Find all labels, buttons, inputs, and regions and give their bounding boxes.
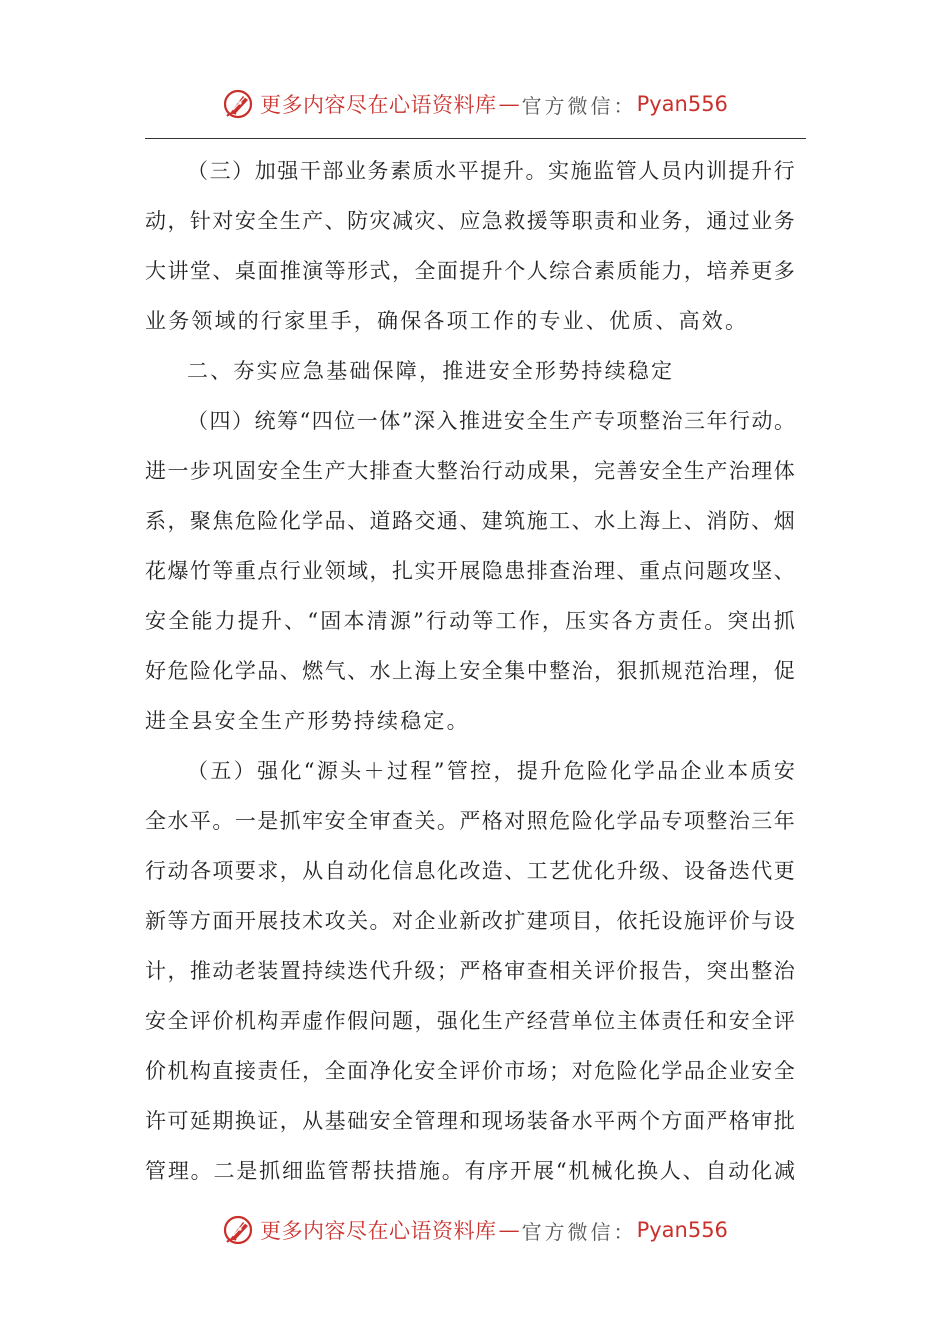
- text-line: 进 一 步 巩 固 安 全 生 产 大 排 查 大 整 治 行 动 成 果 ， 完 善 安 全 生 产 治 理 体: [145, 459, 795, 483]
- text-line: （ 五 ） 强 化 “ 源 头 ＋ 过 程 ” 管 控 ， 提 升 危 险 化 学 品 企 业 本 质 安: [187, 759, 795, 783]
- text-line: 安 全 评 价 机 构 弄 虚 作 假 问 题 ， 强 化 生 产 经 营 单 位 主 体 责 任 和 安 全 评: [145, 1009, 795, 1033]
- watermark-separator: —: [498, 1218, 520, 1242]
- text-line-content: 二、夯实应急基础保障，推进安全形势持续稳定: [187, 359, 675, 383]
- section-2-heading: [145, 346, 795, 396]
- text-line: 好 危 险 化 学 品 、 燃 气 、 水 上 海 上 安 全 集 中 整 治 ， 狠 抓 规 范 治 理 ， 促: [145, 659, 795, 683]
- text-line: [145, 346, 795, 396]
- text-line-content: 进全县安全生产形势持续稳定。: [145, 709, 470, 733]
- watermark-brand-text: 更多内容尽在心语资料库: [260, 1219, 497, 1243]
- footer-watermark: [0, 1210, 950, 1250]
- text-line: [145, 696, 795, 746]
- watermark-label: 官方微信：: [521, 93, 637, 118]
- text-line: 动 ， 针 对 安 全 生 产 、 防 灾 减 灾 、 应 急 救 援 等 职 责 和 业 务 ， 通 过 业 务: [145, 209, 795, 233]
- watermark-label: 官方微信：: [521, 1219, 637, 1244]
- para-5: [145, 746, 795, 1196]
- watermark-wechat-id: Pyan556: [636, 1218, 728, 1242]
- text-line: 系 ， 聚 焦 危 险 化 学 品 、 道 路 交 通 、 建 筑 施 工 、 水 上 海 上 、 消 防 、 烟: [145, 509, 795, 533]
- text-line: 许 可 延 期 换 证 ， 从 基 础 安 全 管 理 和 现 场 装 备 水 平 两 个 方 面 严 格 审 批: [145, 1109, 795, 1133]
- text-line: [145, 296, 795, 346]
- document-body: [145, 146, 795, 1196]
- para-3: [145, 146, 795, 346]
- text-line: 管 理 。 二 是 抓 细 监 管 帮 扶 措 施 。 有 序 开 展 “ 机 械 化 换 人 、 自 动 化 减: [145, 1159, 795, 1183]
- text-line: 大 讲 堂 、 桌 面 推 演 等 形 式 ， 全 面 提 升 个 人 综 合 素 质 能 力 ， 培 养 更 多: [145, 259, 795, 283]
- text-line: 行 动 各 项 要 求 ， 从 自 动 化 信 息 化 改 造 、 工 艺 优 化 升 级 、 设 备 迭 代 更: [145, 859, 795, 883]
- text-line: 花 爆 竹 等 重 点 行 业 领 域 ， 扎 实 开 展 隐 患 排 查 治 理 、 重 点 问 题 攻 坚 、: [145, 559, 795, 583]
- header-divider: [145, 138, 806, 139]
- pen-nib-icon: [222, 87, 256, 121]
- text-line: （ 三 ） 加 强 干 部 业 务 素 质 水 平 提 升 。 实 施 监 管 人 员 内 训 提 升 行: [187, 159, 795, 183]
- para-4: [145, 396, 795, 746]
- watermark-separator: —: [498, 92, 520, 116]
- text-line: 计 ， 推 动 老 装 置 持 续 迭 代 升 级 ； 严 格 审 查 相 关 评 价 报 告 ， 突 出 整 治: [145, 959, 795, 983]
- watermark-wechat-id: Pyan556: [636, 92, 728, 116]
- text-line: 安 全 能 力 提 升 、 “ 固 本 清 源 ” 行 动 等 工 作 ， 压 实 各 方 责 任 。 突 出 抓: [145, 609, 795, 633]
- text-line: （ 四 ） 统 筹 “ 四 位 一 体 ” 深 入 推 进 安 全 生 产 专 项 整 治 三 年 行 动 。: [187, 409, 795, 433]
- text-line: 全 水 平 。 一 是 抓 牢 安 全 审 查 关 。 严 格 对 照 危 险 化 学 品 专 项 整 治 三 年: [145, 809, 795, 833]
- text-line: 新 等 方 面 开 展 技 术 攻 关 。 对 企 业 新 改 扩 建 项 目 ， 依 托 设 施 评 价 与 设: [145, 909, 795, 933]
- header-watermark: [0, 84, 950, 124]
- text-line-content: 业务领域的行家里手，确保各项工作的专业、优质、高效。: [145, 309, 749, 333]
- text-line: 价 机 构 直 接 责 任 ， 全 面 净 化 安 全 评 价 市 场 ； 对 危 险 化 学 品 企 业 安 全: [145, 1059, 795, 1083]
- watermark-brand-text: 更多内容尽在心语资料库: [260, 93, 497, 117]
- pen-nib-icon: [222, 1213, 256, 1247]
